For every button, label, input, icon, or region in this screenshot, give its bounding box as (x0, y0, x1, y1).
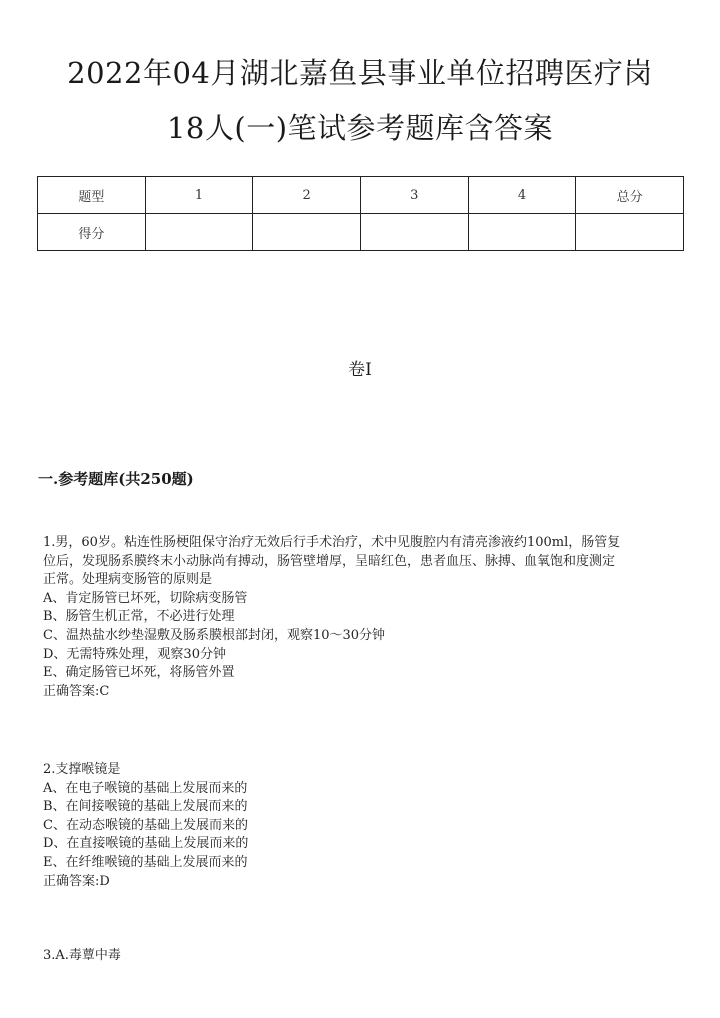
section-heading: 一.参考题库(共250题) (38, 470, 194, 488)
score-empty-cell (145, 214, 253, 251)
score-header-cell: 3 (360, 177, 468, 214)
correct-answer: 正确答案:D (43, 873, 110, 889)
answer-option: C、温热盐水纱垫湿敷及肠系膜根部封闭，观察10～30分钟 (43, 627, 386, 643)
score-header-cell: 4 (468, 177, 576, 214)
answer-option: A、在电子喉镜的基础上发展而来的 (43, 780, 248, 796)
answer-option: E、在纤维喉镜的基础上发展而来的 (43, 854, 248, 870)
question-stem-line: 正常。处理病变肠管的原则是 (43, 572, 213, 588)
score-header-cell: 1 (145, 177, 253, 214)
question-2 (43, 761, 688, 891)
question-stem-line: 2.支撑喉镜是 (43, 762, 121, 777)
score-empty-cell (468, 214, 576, 251)
question-3 (43, 947, 688, 966)
question-stem-line: 3.A.毒蕈中毒 (43, 948, 121, 963)
score-table-header-row (38, 177, 684, 214)
score-empty-cell (253, 214, 361, 251)
answer-option: E、确定肠管已坏死，将肠管外置 (43, 665, 235, 681)
answer-option: A、肯定肠管已坏死，切除病变肠管 (43, 590, 248, 606)
score-header-cell: 总分 (576, 177, 684, 214)
score-table (37, 176, 684, 251)
question-1 (43, 534, 688, 701)
answer-option: D、无需特殊处理，观察30分钟 (43, 646, 226, 662)
volume-label: 卷I (348, 360, 372, 380)
document-title-line-2: 18人(一)笔试参考题库含答案 (166, 111, 554, 145)
score-empty-cell (360, 214, 468, 251)
answer-option: B、在间接喉镜的基础上发展而来的 (43, 799, 248, 815)
score-table-score-row (38, 214, 684, 251)
score-row-label: 得分 (38, 214, 146, 251)
question-stem-line: 位后，发现肠系膜终末小动脉尚有搏动，肠管壁增厚，呈暗红色，患者血压、脉搏、血氧饱和度测定 (43, 553, 616, 569)
correct-answer: 正确答案:C (43, 683, 110, 699)
question-stem-line: 1.男，60岁。粘连性肠梗阻保守治疗无效后行手术治疗，术中见腹腔内有清亮渗液约100ml，肠管复 (43, 535, 621, 550)
score-header-cell: 题型 (38, 177, 146, 214)
answer-option: D、在直接喉镜的基础上发展而来的 (43, 836, 249, 852)
document-title-line-1: 2022年04月湖北嘉鱼县事业单位招聘医疗岗 (67, 56, 653, 90)
answer-option: C、在动态喉镜的基础上发展而来的 (43, 817, 248, 833)
score-header-cell: 2 (253, 177, 361, 214)
answer-option: B、肠管生机正常，不必进行处理 (43, 609, 235, 625)
score-empty-cell (576, 214, 684, 251)
